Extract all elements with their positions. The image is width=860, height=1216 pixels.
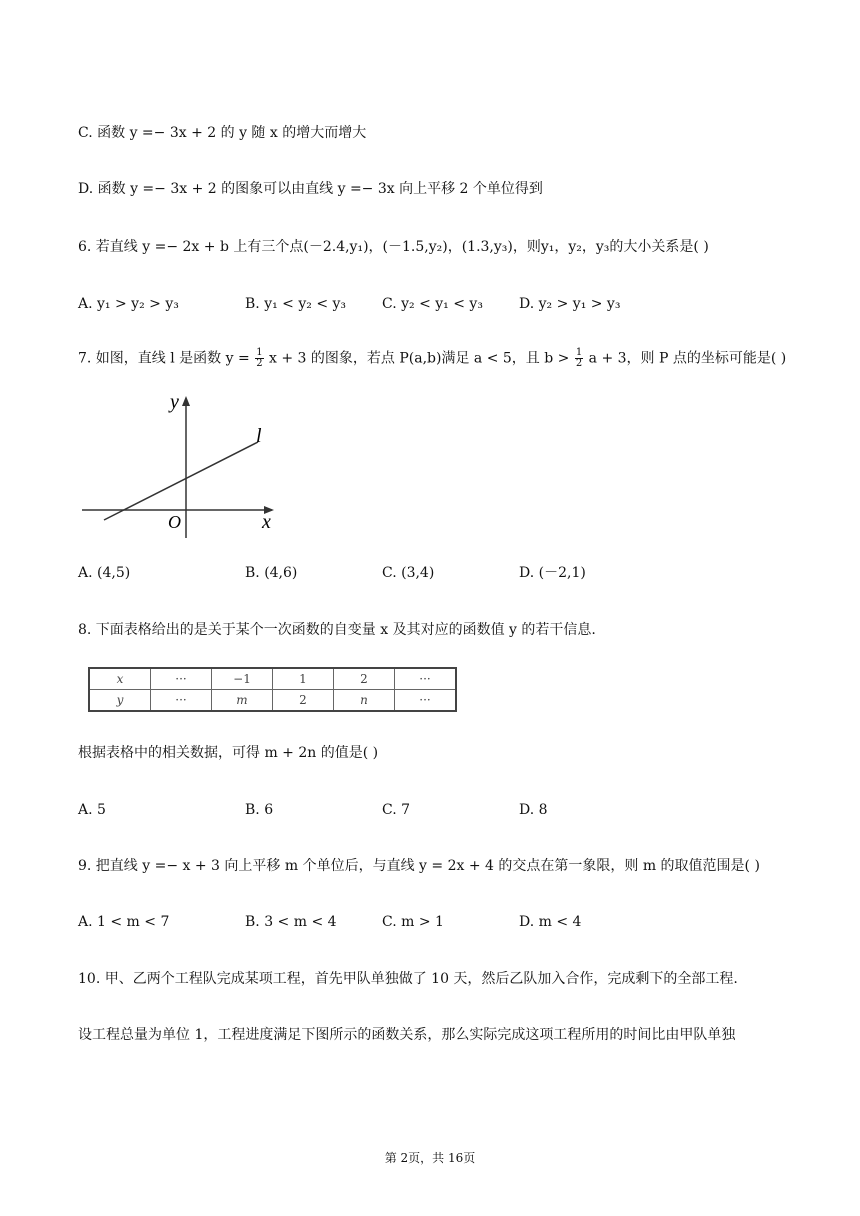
line-label: l (256, 425, 262, 447)
q9-option-a: A. 1 < m < 7 (78, 914, 170, 930)
table-row (89, 690, 456, 712)
q10-line-2: 设工程总量为单位 1，工程进度满足下图所示的函数关系，那么实际完成这项工程所用的时间比由甲队单独 (78, 1027, 736, 1043)
q9-option-c: C. m > 1 (382, 914, 444, 930)
q6-option-c: C. y₂ < y₁ < y₃ (382, 296, 483, 312)
x-axis-label: x (262, 511, 271, 533)
y-axis-label: y (170, 391, 179, 413)
q7-option-c: C. (3,4) (382, 565, 435, 581)
q6-stem: 6. 若直线 y =− 2x + b 上有三个点(－2.4,y₁)，(－1.5,y₂)，(1.3,y₃)，则y₁，y₂，y₃的大小关系是( ) (78, 239, 709, 255)
q10-line-1: 10. 甲、乙两个工程队完成某项工程，首先甲队单独做了 10 天，然后乙队加入合作，完成剩下的全部工程. (78, 971, 738, 987)
q8-option-c: C. 7 (382, 802, 411, 818)
q6-option-d: D. y₂ > y₁ > y₃ (519, 296, 621, 312)
table-cell: m (212, 690, 273, 712)
table-cell: ··· (151, 690, 212, 712)
q6-option-a: A. y₁ > y₂ > y₃ (78, 296, 179, 312)
table-cell: ··· (151, 668, 212, 690)
fraction-numerator: 1 (256, 347, 263, 358)
table-cell: x (89, 668, 151, 690)
q6-option-b: B. y₁ < y₂ < y₃ (245, 296, 347, 312)
table-cell: 2 (273, 690, 334, 712)
q7-function-graph (80, 388, 280, 543)
q8-follow-up: 根据表格中的相关数据，可得 m + 2n 的值是( ) (78, 745, 379, 761)
line-l (104, 442, 258, 520)
q7-stem-part-a: 7. 如图，直线 l 是函数 y = (78, 350, 250, 367)
q7-option-d: D. (－2,1) (519, 565, 586, 581)
q8-option-a: A. 5 (78, 802, 106, 818)
table-cell: −1 (212, 668, 273, 690)
q8-stem: 8. 下面表格给出的是关于某个一次函数的自变量 x 及其对应的函数值 y 的若干信息. (78, 622, 596, 638)
table-cell: 1 (273, 668, 334, 690)
q8-value-table (88, 667, 457, 712)
q5-option-d: D. 函数 y =− 3x + 2 的图象可以由直线 y =− 3x 向上平移 2 个单位得到 (78, 181, 543, 197)
q7-option-a: A. (4,5) (78, 565, 131, 581)
origin-label: O (168, 512, 181, 532)
y-axis-arrow-icon (182, 396, 190, 406)
q7-option-b: B. (4,6) (245, 565, 298, 581)
fraction-denominator: 2 (575, 358, 583, 369)
table-cell: y (89, 690, 151, 712)
fraction-numerator: 1 (575, 347, 583, 358)
fraction-one-half (255, 348, 263, 369)
table-cell: 2 (334, 668, 395, 690)
q5-option-c: C. 函数 y =− 3x + 2 的 y 随 x 的增大而增大 (78, 125, 367, 141)
table-row (89, 668, 456, 690)
table-cell: ··· (395, 690, 457, 712)
q9-option-b: B. 3 < m < 4 (245, 914, 337, 930)
fraction-one-half-2 (575, 348, 583, 369)
q8-option-b: B. 6 (245, 802, 274, 818)
fraction-denominator: 2 (256, 358, 263, 369)
page-footer: 第 2页，共 16页 (384, 1151, 476, 1165)
q8-option-d: D. 8 (519, 802, 548, 818)
table-cell: n (334, 690, 395, 712)
q7-stem-part-b: x + 3 的图象，若点 P(a,b)满足 a < 5，且 b > (269, 350, 570, 367)
q9-option-d: D. m < 4 (519, 914, 582, 930)
q7-stem-part-c: a + 3，则 P 点的坐标可能是( ) (588, 350, 787, 367)
q7-stem (78, 348, 786, 369)
q9-stem: 9. 把直线 y =− x + 3 向上平移 m 个单位后，与直线 y = 2x + 4 的交点在第一象限，则 m 的取值范围是( ) (78, 858, 760, 874)
table-cell: ··· (395, 668, 457, 690)
